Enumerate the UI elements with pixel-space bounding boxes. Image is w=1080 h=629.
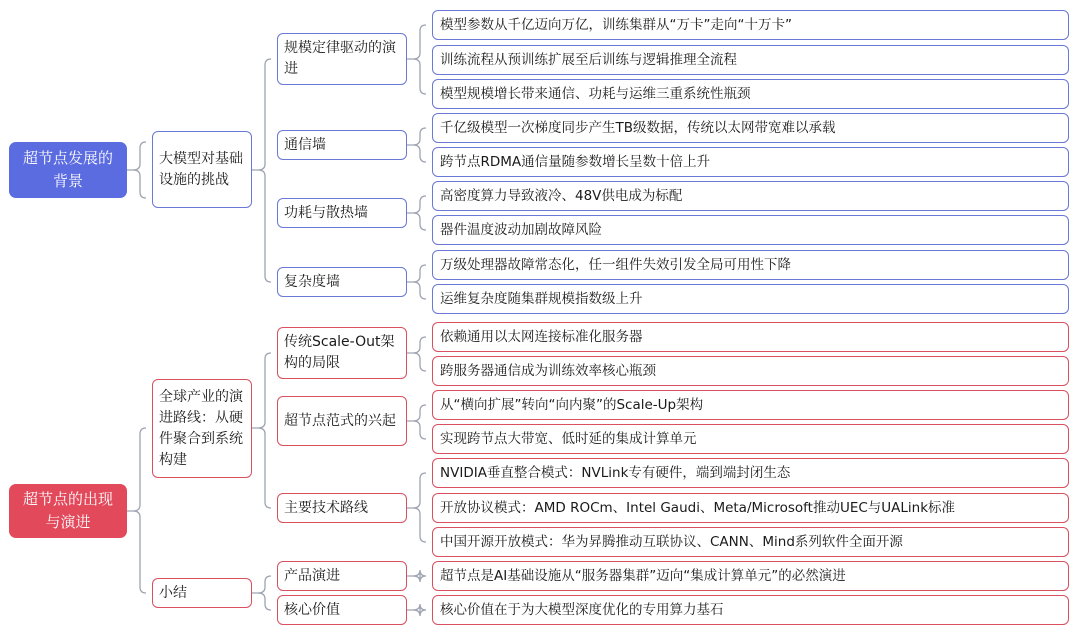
link-product-evolution bbox=[407, 570, 426, 582]
leaf-route-open-protocol: 开放协议模式：AMD ROCm、Intel Gaudi、Meta/Microsoft推动UEC与UALink标准 bbox=[432, 493, 1069, 523]
root-node-background: 超节点发展的背景 bbox=[9, 142, 127, 198]
leaf-scaling-1: 模型参数从千亿迈向万亿，训练集群从“万卡”走向“十万卡” bbox=[432, 10, 1069, 40]
brace-global-roadmap bbox=[252, 353, 271, 508]
subtopic-scale-out-limits: 传统Scale-Out架构的局限 bbox=[277, 327, 407, 379]
topic-summary: 小结 bbox=[152, 578, 252, 608]
leaf-core-value: 核心价值在于为大模型深度优化的专用算力基石 bbox=[432, 595, 1069, 625]
subtopic-product-evolution: 产品演进 bbox=[277, 561, 407, 591]
leaf-complexity-1: 万级处理器故障常态化，任一组件失效引发全局可用性下降 bbox=[432, 250, 1069, 280]
subtopic-supernode-paradigm: 超节点范式的兴起 bbox=[277, 396, 407, 446]
subtopic-complexity-wall: 复杂度墙 bbox=[277, 267, 407, 297]
leaf-power-1: 高密度算力导致液冷、48V供电成为标配 bbox=[432, 181, 1069, 211]
brace-infrastructure-challenge bbox=[252, 59, 271, 282]
brace-power-wall bbox=[407, 196, 426, 230]
subtopic-scaling-law: 规模定律驱动的演进 bbox=[277, 33, 407, 85]
leaf-communication-1: 千亿级模型一次梯度同步产生TB级数据，传统以太网带宽难以承载 bbox=[432, 113, 1069, 143]
leaf-paradigm-2: 实现跨节点大带宽、低时延的集成计算单元 bbox=[432, 424, 1069, 454]
link-core-value bbox=[407, 604, 426, 616]
leaf-power-2: 器件温度波动加剧故障风险 bbox=[432, 215, 1069, 245]
subtopic-main-tech-routes: 主要技术路线 bbox=[277, 493, 407, 523]
topic-global-industry-roadmap: 全球产业的演进路线：从硬件聚合到系统构建 bbox=[152, 379, 252, 478]
brace-scale-out bbox=[407, 337, 426, 371]
leaf-scaling-2: 训练流程从预训练扩展至后训练与逻辑推理全流程 bbox=[432, 45, 1069, 75]
leaf-route-china-open: 中国开源开放模式：华为昇腾推动互联协议、CANN、Mind系列软件全面开源 bbox=[432, 527, 1069, 557]
subtopic-power-thermal-wall: 功耗与散热墙 bbox=[277, 198, 407, 228]
brace-scaling-law bbox=[407, 25, 426, 94]
leaf-scale-out-1: 依赖通用以太网连接标准化服务器 bbox=[432, 322, 1069, 352]
leaf-product-evolution: 超节点是AI基础设施从“服务器集群”迈向“集成计算单元”的必然演进 bbox=[432, 561, 1069, 591]
leaf-scale-out-2: 跨服务器通信成为训练效率核心瓶颈 bbox=[432, 356, 1069, 386]
leaf-communication-2: 跨节点RDMA通信量随参数增长呈数十倍上升 bbox=[432, 147, 1069, 177]
topic-infrastructure-challenge: 大模型对基础设施的挑战 bbox=[152, 131, 252, 208]
leaf-paradigm-1: 从“横向扩展”转向“向内聚”的Scale-Up架构 bbox=[432, 390, 1069, 420]
leaf-route-nvidia: NVIDIA垂直整合模式：NVLink专有硬件，端到端封闭生态 bbox=[432, 458, 1069, 488]
brace-root-background bbox=[127, 142, 146, 198]
brace-root-emergence bbox=[127, 428, 146, 593]
subtopic-core-value: 核心价值 bbox=[277, 595, 407, 625]
leaf-complexity-2: 运维复杂度随集群规模指数级上升 bbox=[432, 284, 1069, 314]
root-node-emergence: 超节点的出现与演进 bbox=[9, 484, 127, 538]
brace-summary bbox=[252, 576, 271, 610]
brace-paradigm bbox=[407, 405, 426, 439]
brace-communication-wall bbox=[407, 128, 426, 162]
leaf-scaling-3: 模型规模增长带来通信、功耗与运维三重系统性瓶颈 bbox=[432, 79, 1069, 109]
subtopic-communication-wall: 通信墙 bbox=[277, 130, 407, 160]
brace-complexity-wall bbox=[407, 265, 426, 299]
brace-tech-routes bbox=[407, 473, 426, 542]
